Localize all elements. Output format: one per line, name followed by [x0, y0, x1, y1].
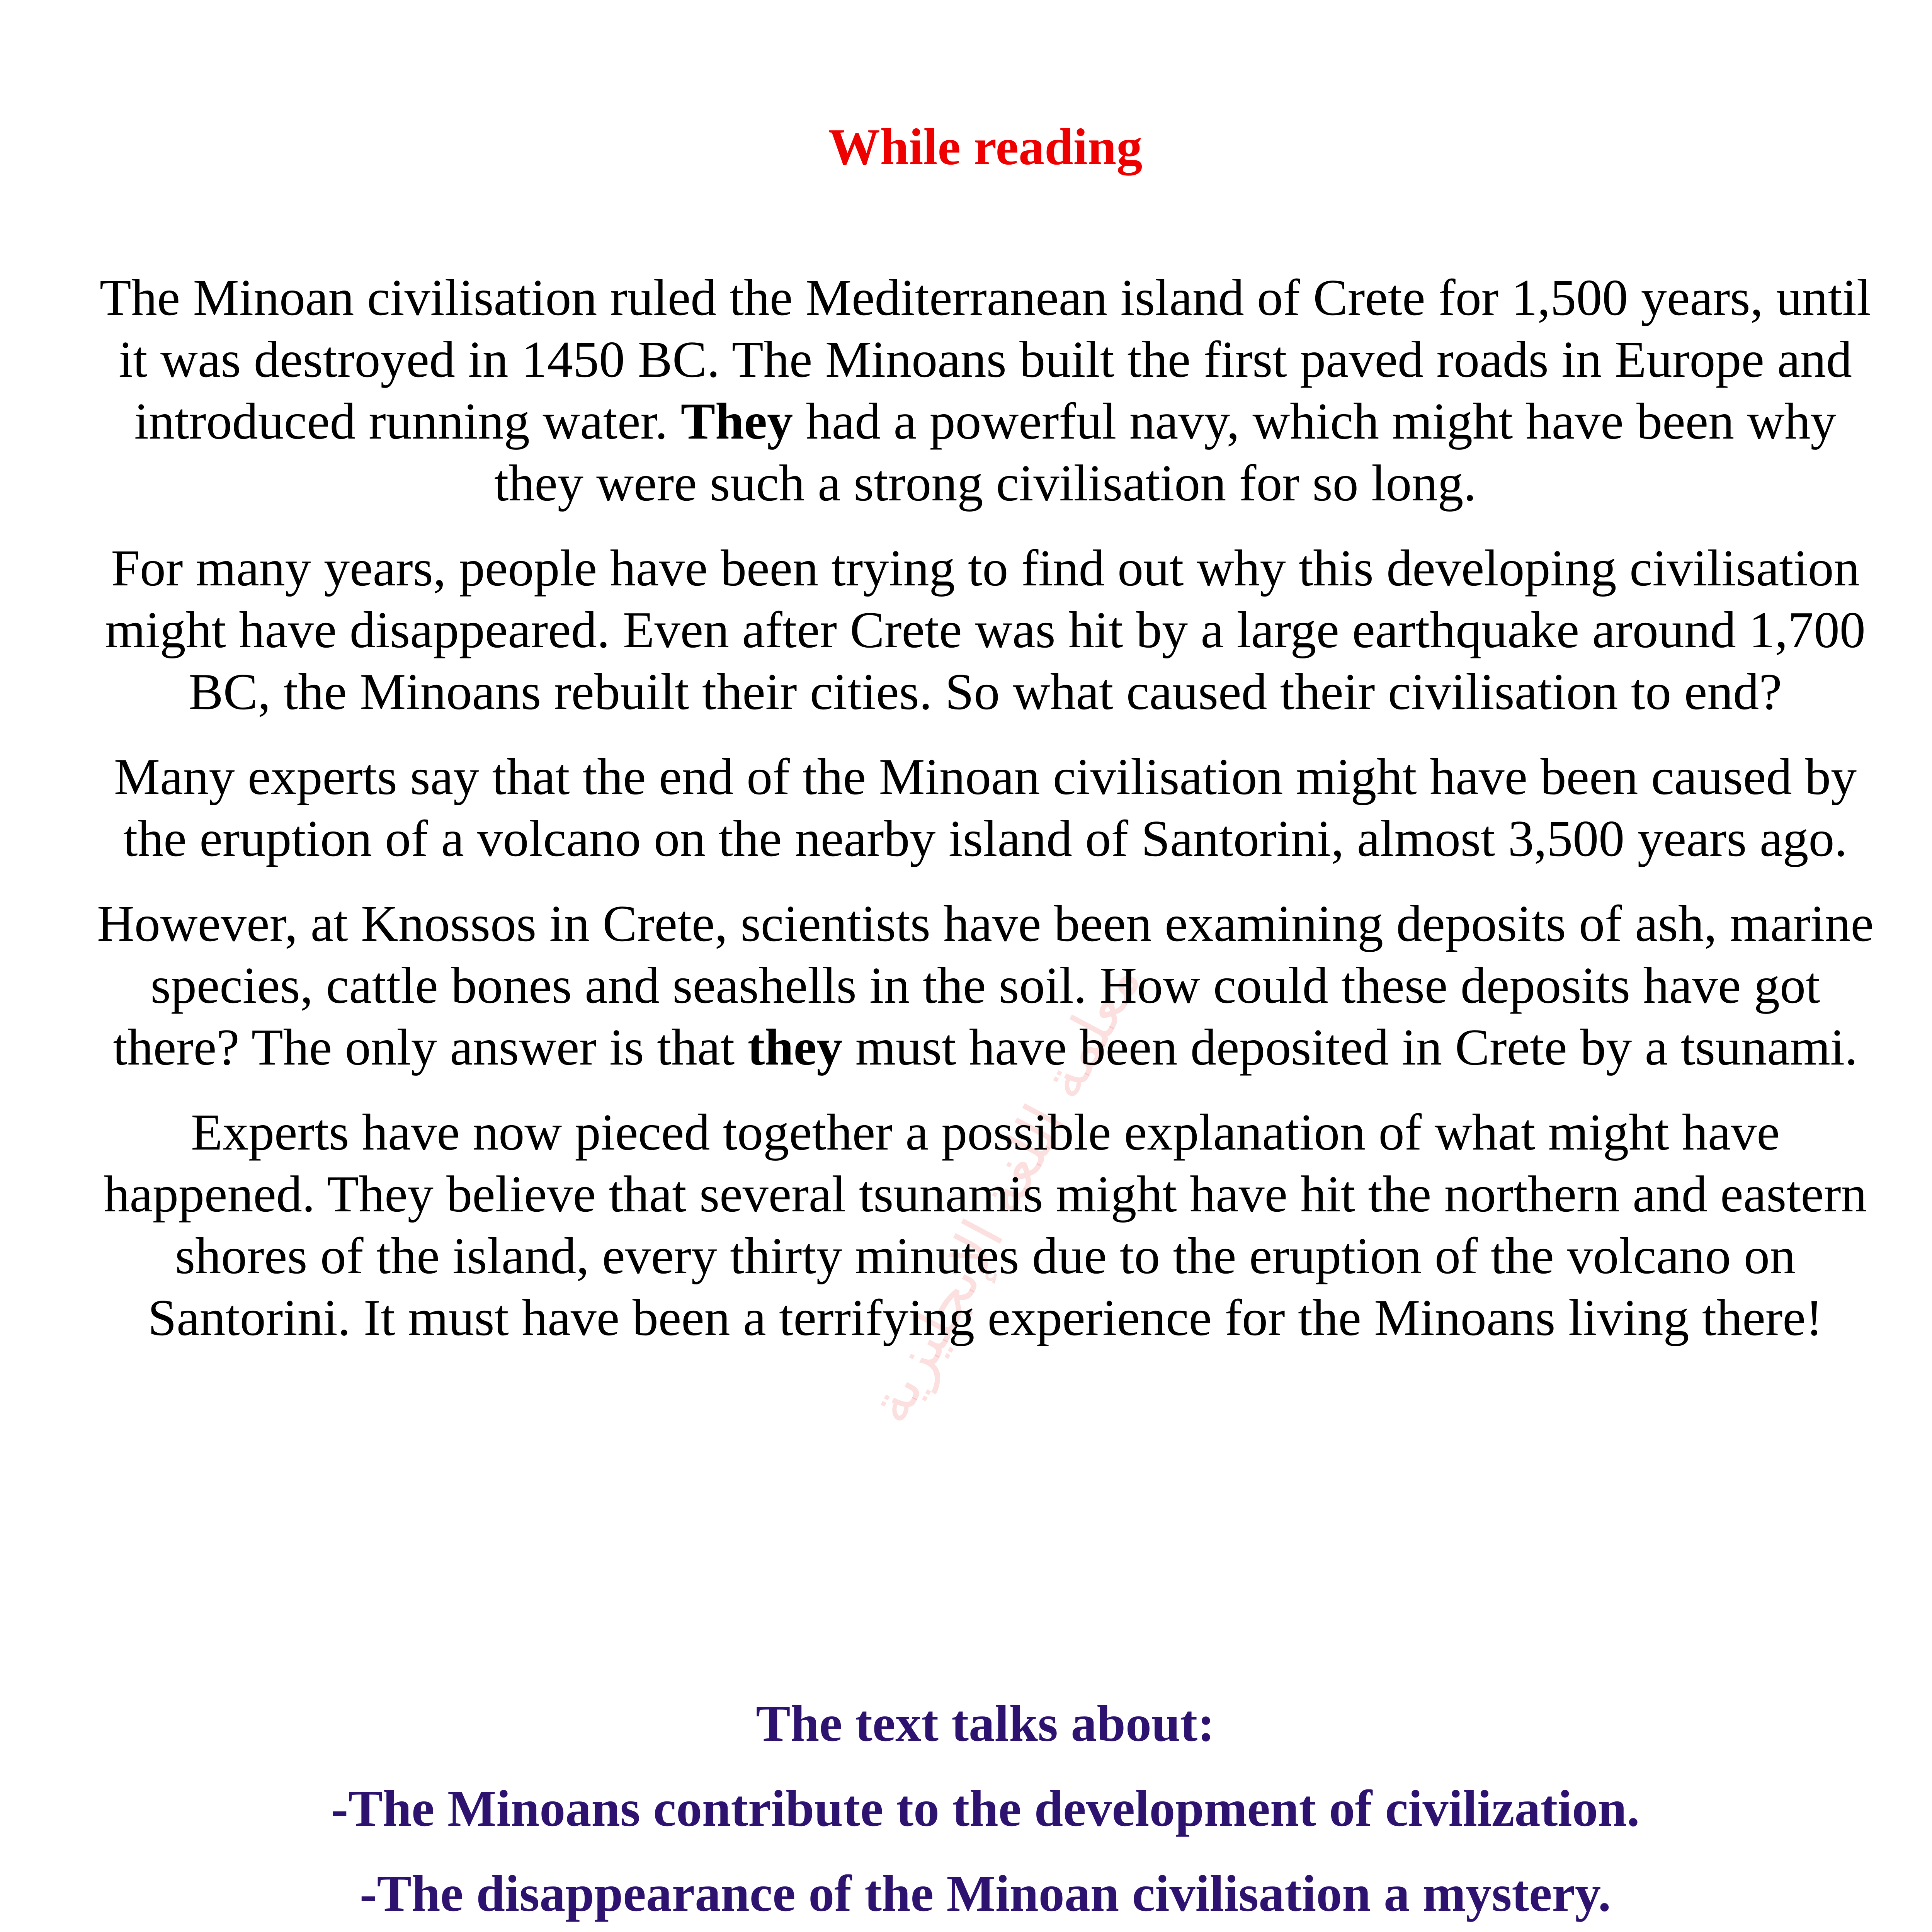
passage-paragraph-1 — [97, 267, 1874, 514]
passage-paragraph-1-bold: They — [680, 393, 793, 450]
passage-paragraph-2: For many years, people have been trying to find out why this developing civilisation might have disappeared. Even after Crete was hit by a large earthquake around 1,700 BC, the Minoans rebuilt their cities. So what caused their civilisation to end? — [105, 539, 1866, 720]
topics-section — [58, 1692, 1913, 1932]
topic-item-2: -The disappearance of the Minoan civilisation a mystery. — [359, 1865, 1611, 1922]
reading-passage — [97, 267, 1874, 1349]
watermark: معلمة اللغة الإنجليزية — [855, 952, 1154, 1434]
passage-paragraph-4-text-a: However, at Knossos in Crete, scientists have been examining deposits of ash, marine species, cattle bones and seashells in the soil. How could these deposits have got there? The only answer is that — [97, 895, 1874, 1076]
passage-paragraph-4-text-b: must have been deposited in Crete by a tsunami. — [842, 1019, 1858, 1076]
passage-paragraph-1-text-a: The Minoan civilisation ruled the Mediterranean island of Crete for 1,500 years, until it was destroyed in 1450 BC. The Minoans built the first paved roads in Europe and introduced running water. — [99, 269, 1871, 450]
topic-item-1: -The Minoans contribute to the development of civilization. — [331, 1780, 1640, 1837]
passage-paragraph-3: Many experts say that the end of the Minoan civilisation might have been caused by the eruption of a volcano on the nearby island of Santorini, almost 3,500 years ago. — [114, 748, 1857, 867]
while-reading-heading: While reading — [828, 118, 1143, 175]
passage-paragraph-1-text-b: had a powerful navy, which might have been why they were such a strong civilisation for so long. — [494, 393, 1837, 512]
passage-paragraph-5: Experts have now pieced together a possible explanation of what might have happened. They believe that several tsunamis might have hit the northern and eastern shores of the island, every thirty minutes due to the eruption of the volcano on Santorini. It must have been a terrifying experience for the Minoans living there! — [104, 1104, 1867, 1346]
topics-heading: The text talks about: — [756, 1695, 1215, 1752]
passage-paragraph-4-bold: they — [747, 1019, 843, 1076]
passage-paragraph-4 — [97, 893, 1874, 1078]
